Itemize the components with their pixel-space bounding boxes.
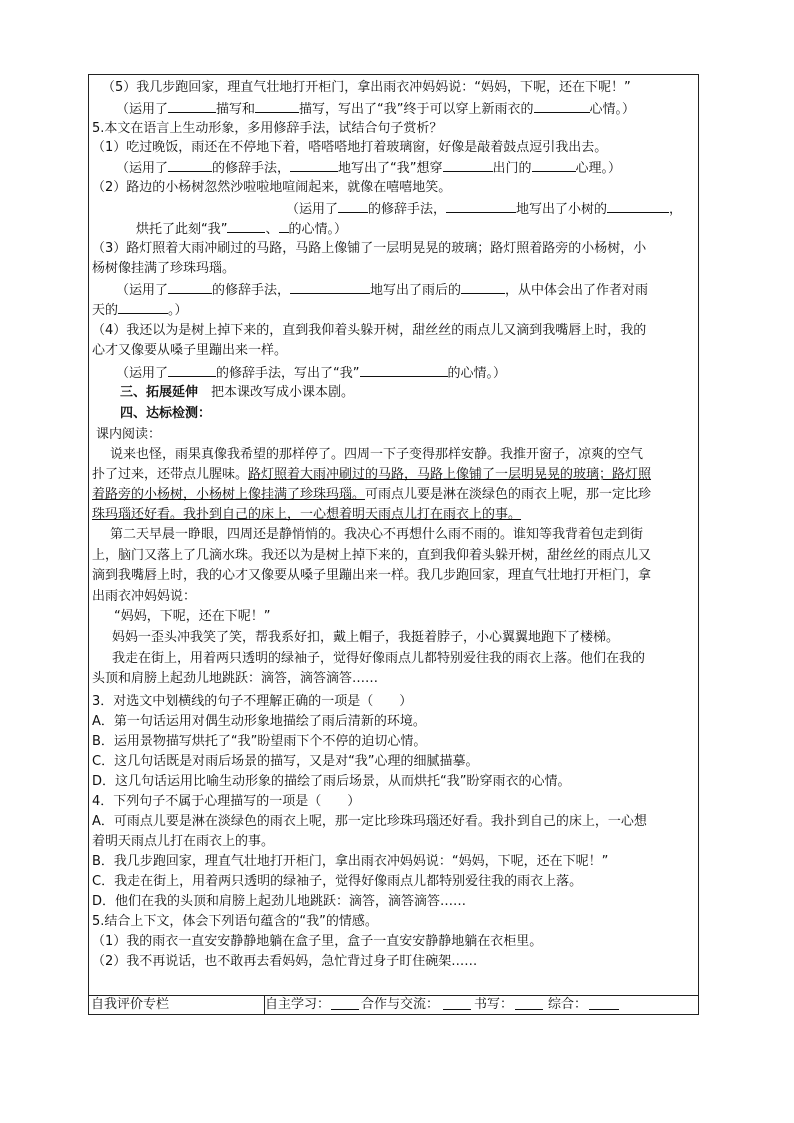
text-line — [92, 302, 188, 319]
text-line — [92, 261, 235, 277]
text-line — [120, 406, 211, 422]
text-segment: 烘托了此刻“我” — [136, 222, 228, 237]
section-heading: 三、拓展延伸 — [120, 385, 199, 400]
text-segment: （4）我还以为是树上掉下来的，直到我仰着头躲开树，甜丝丝的雨点儿又滴到我嘴唇上时，我的 — [92, 323, 647, 338]
text-line — [110, 527, 643, 543]
fill-in-blank[interactable] — [338, 201, 368, 213]
text-segment: （运用了 — [116, 102, 169, 117]
fill-in-blank[interactable] — [532, 160, 576, 172]
text-line — [114, 609, 270, 625]
text-segment: D．这几句话运用比喻生动形象的描绘了雨后场景，从而烘托“我”盼穿雨衣的心情。 — [92, 774, 571, 789]
fill-in-blank[interactable] — [168, 365, 216, 377]
text-segment: 地写出了“我”想穿 — [338, 161, 443, 176]
text-segment: 杨树像挂满了珍珠玛瑙。 — [92, 261, 236, 276]
text-line — [92, 894, 466, 910]
text-line — [92, 874, 582, 890]
text-segment: 4．下列句子不属于心理描写的一项是（ ） — [92, 794, 361, 809]
text-segment: 扑了过来，还带点儿腥味。 — [92, 467, 249, 482]
fill-in-blank[interactable] — [461, 282, 505, 294]
text-segment: （运用了 — [116, 283, 169, 298]
fill-in-blank[interactable] — [168, 282, 212, 294]
text-segment: （运用了 — [286, 202, 339, 217]
fill-in-blank[interactable] — [279, 221, 289, 233]
text-line — [92, 754, 479, 770]
text-segment: B．我几步跑回家，理直气壮地打开柜门，拿出雨衣冲妈妈说：“妈妈，下呢，还在下呢！” — [92, 854, 609, 869]
text-segment: 的修辞手法， — [212, 283, 291, 298]
text-segment: C．我走在街上，用着两只透明的绿袖子，觉得好像雨点儿都特别爱往我的雨衣上落。 — [92, 874, 583, 889]
text-segment: D．他们在我的头顶和肩膀上起劲儿地跳跃：滴答，滴答滴答…… — [92, 894, 467, 909]
text-segment: 出雨衣冲妈妈说： — [92, 589, 197, 604]
text-segment: 的修辞手法， — [212, 161, 291, 176]
text-segment: A．可雨点儿要是淋在淡绿色的雨衣上呢，那一定比珍珠玛瑙还好看。我扑到自己的床上，一心想 — [92, 814, 647, 829]
cooperation-blank[interactable] — [443, 995, 471, 1010]
worksheet-content — [89, 75, 698, 996]
text-segment: 上，脑门又落上了几滴水珠。我还以为是树上掉下来的，直到我仰着头躲开树，甜丝丝的雨点儿又 — [92, 548, 652, 563]
text-segment: 头顶和肩膀上起劲儿地跳跃：滴答，滴答滴答…… — [92, 671, 379, 686]
text-segment: （运用了 — [116, 366, 169, 381]
text-segment: ， — [669, 202, 683, 217]
text-line — [92, 774, 570, 790]
text-line — [92, 121, 442, 137]
text-segment: 描写，写出了“我”终于可以穿上新雨衣的 — [299, 102, 534, 117]
text-segment: 课内阅读： — [96, 427, 162, 442]
text-line — [92, 589, 196, 605]
text-line — [92, 794, 360, 810]
text-segment: 出门的 — [492, 161, 532, 176]
text-segment: 的心情。） — [288, 222, 348, 237]
text-line — [116, 160, 621, 177]
text-segment: 把本课改写成小课本剧。 — [198, 385, 355, 400]
text-segment: （5）我几步跑回家，理直气壮地打开柜门，拿出雨衣冲妈妈说：“妈妈，下呢，还在下呢！” — [102, 80, 631, 95]
text-line — [116, 282, 648, 299]
text-line — [136, 221, 347, 238]
writing-blank[interactable] — [515, 995, 543, 1010]
text-segment: 的修辞手法， — [368, 202, 447, 217]
text-segment: ，从中体会出了作者对雨 — [505, 283, 649, 298]
text-line — [92, 814, 647, 830]
text-segment: （运用了 — [116, 161, 169, 176]
text-segment: （2）我不再说话，也不敢再去看妈妈，急忙背过身子盯住碗架…… — [92, 954, 478, 969]
overall-label: 综合： — [548, 997, 588, 1012]
text-segment: “妈妈，下呢，还在下呢！” — [114, 609, 271, 624]
text-segment: 我走在街上，用着两只透明的绿袖子，觉得好像雨点儿都特别爱往我的雨衣上落。他们在我的 — [112, 651, 646, 666]
text-segment: 心情。） — [589, 102, 636, 117]
text-segment: 描写和 — [216, 102, 256, 117]
text-segment: 5.本文在语言上生动形象，多用修辞手法，试结合句子赏析？ — [92, 121, 443, 136]
text-segment: 地写出了小树的 — [516, 202, 608, 217]
underlined-text: 路灯照着大雨冲刷过的马路，马路上像铺了一层明晃晃的玻璃；路灯照 — [248, 467, 652, 482]
text-line — [92, 487, 651, 503]
text-line — [92, 714, 426, 730]
fill-in-blank[interactable] — [118, 302, 168, 314]
fill-in-blank[interactable] — [168, 160, 212, 172]
writing-label: 书写： — [474, 997, 514, 1012]
section-heading: 四、达标检测： — [120, 406, 212, 421]
text-line — [92, 934, 542, 950]
text-segment: 第二天早晨一睁眼，四周还是静悄悄的。我决心不再想什么雨不雨的。谁知等我背着包走到街 — [110, 527, 644, 542]
text-segment: 3．对选文中划横线的句子不理解正确的一项是（ ） — [92, 694, 413, 709]
fill-in-blank[interactable] — [534, 101, 590, 113]
self-evaluation-row — [89, 995, 698, 1014]
text-segment: （3）路灯照着大雨冲刷过的马路，马路上像铺了一层明晃晃的玻璃；路灯照着路旁的小杨树，小 — [92, 241, 647, 256]
self-study-label: 自主学习： — [265, 997, 331, 1012]
text-line — [116, 365, 506, 382]
fill-in-blank[interactable] — [255, 101, 299, 113]
text-line — [92, 241, 646, 257]
fill-in-blank[interactable] — [227, 221, 265, 233]
fill-in-blank[interactable] — [290, 160, 338, 172]
text-line — [92, 694, 412, 710]
text-line — [92, 671, 378, 687]
text-segment: C．这几句话既是对雨后场景的描写，又是对“我”心理的细腻描摹。 — [92, 754, 479, 769]
text-segment: 滴到我嘴唇上时，我的心才又像要从嗓子里蹦出来一样。我几步跑回家，理直气壮地打开柜门，拿 — [92, 568, 652, 583]
text-line — [92, 323, 646, 339]
text-segment: 天的 — [92, 303, 119, 318]
text-line — [92, 507, 521, 523]
text-line — [96, 427, 161, 443]
text-line — [110, 447, 643, 463]
text-segment: 着明天雨点儿打在雨衣上的事。 — [92, 834, 275, 849]
worksheet-table — [88, 74, 699, 1015]
text-line — [116, 101, 635, 118]
text-segment: 地写出了雨后的 — [370, 283, 462, 298]
text-line — [102, 80, 631, 96]
text-line — [286, 201, 682, 218]
text-segment: 可雨点儿要是淋在淡绿色的雨衣上呢，那一定比珍 — [365, 487, 652, 502]
text-line — [92, 954, 477, 970]
text-line — [92, 568, 651, 584]
text-line — [92, 180, 451, 196]
text-segment: B．运用景物描写烘托了“我”盼望雨下个不停的迫切心情。 — [92, 734, 427, 749]
text-line — [92, 343, 287, 359]
text-segment: 心理。） — [575, 161, 622, 176]
text-segment: （2）路边的小杨树忽然沙啦啦地喧闹起来，就像在嘻嘻地笑。 — [92, 180, 452, 195]
text-segment: 、 — [265, 222, 279, 237]
text-segment: 妈妈一歪头冲我笑了笑，帮我系好扣，戴上帽子，我挺着脖子，小心翼翼地跑下了楼梯。 — [112, 630, 620, 645]
overall-blank[interactable] — [589, 995, 619, 1010]
text-segment: 的修辞手法，写出了“我” — [216, 366, 360, 381]
text-line — [92, 834, 274, 850]
text-segment: 5.结合上下文，体会下列语句蕴含的“我”的情感。 — [92, 914, 378, 929]
text-segment: 说来也怪，雨果真像我希望的那样停了。四周一下子变得那样安静。我推开窗子，凉爽的空气 — [110, 447, 644, 462]
fill-in-blank[interactable] — [446, 201, 516, 213]
fill-in-blank[interactable] — [443, 160, 493, 172]
text-segment: 的心情。） — [447, 366, 507, 381]
fill-in-blank[interactable] — [607, 201, 669, 213]
text-line — [112, 651, 645, 667]
cooperation-label: 合作与交流： — [361, 997, 440, 1012]
text-segment: 。） — [168, 303, 188, 318]
text-line — [92, 548, 651, 564]
text-segment: （1）吃过晚饭，雨还在不停地下着，嗒嗒嗒地打着玻璃窗，好像是敲着鼓点逗引我出去。 — [92, 140, 608, 155]
underlined-text: 珠玛瑙还好看。我扑到自己的床上，一心想着明天雨点儿打在雨衣上的事。 — [92, 507, 522, 522]
text-line — [92, 854, 608, 870]
text-line — [112, 630, 619, 646]
fill-in-blank[interactable] — [290, 282, 370, 294]
fill-in-blank[interactable] — [360, 365, 448, 377]
self-study-blank[interactable] — [331, 995, 359, 1010]
text-segment: A．第一句话运用对偶生动形象地描绘了雨后清新的环境。 — [92, 714, 426, 729]
text-line — [92, 467, 651, 483]
text-line — [92, 914, 378, 930]
text-line — [92, 734, 426, 750]
underlined-text: 着路旁的小杨树，小杨树上像挂满了珍珠玛瑙。 — [92, 487, 366, 502]
text-line — [120, 385, 354, 401]
text-line — [92, 140, 607, 156]
self-evaluation-label: 自我评价专栏 — [91, 997, 170, 1012]
fill-in-blank[interactable] — [168, 101, 216, 113]
text-segment: 心才又像要从嗓子里蹦出来一样。 — [92, 343, 288, 358]
text-segment: （1）我的雨衣一直安安静静地躺在盒子里，盒子一直安安静静地躺在衣柜里。 — [92, 934, 543, 949]
